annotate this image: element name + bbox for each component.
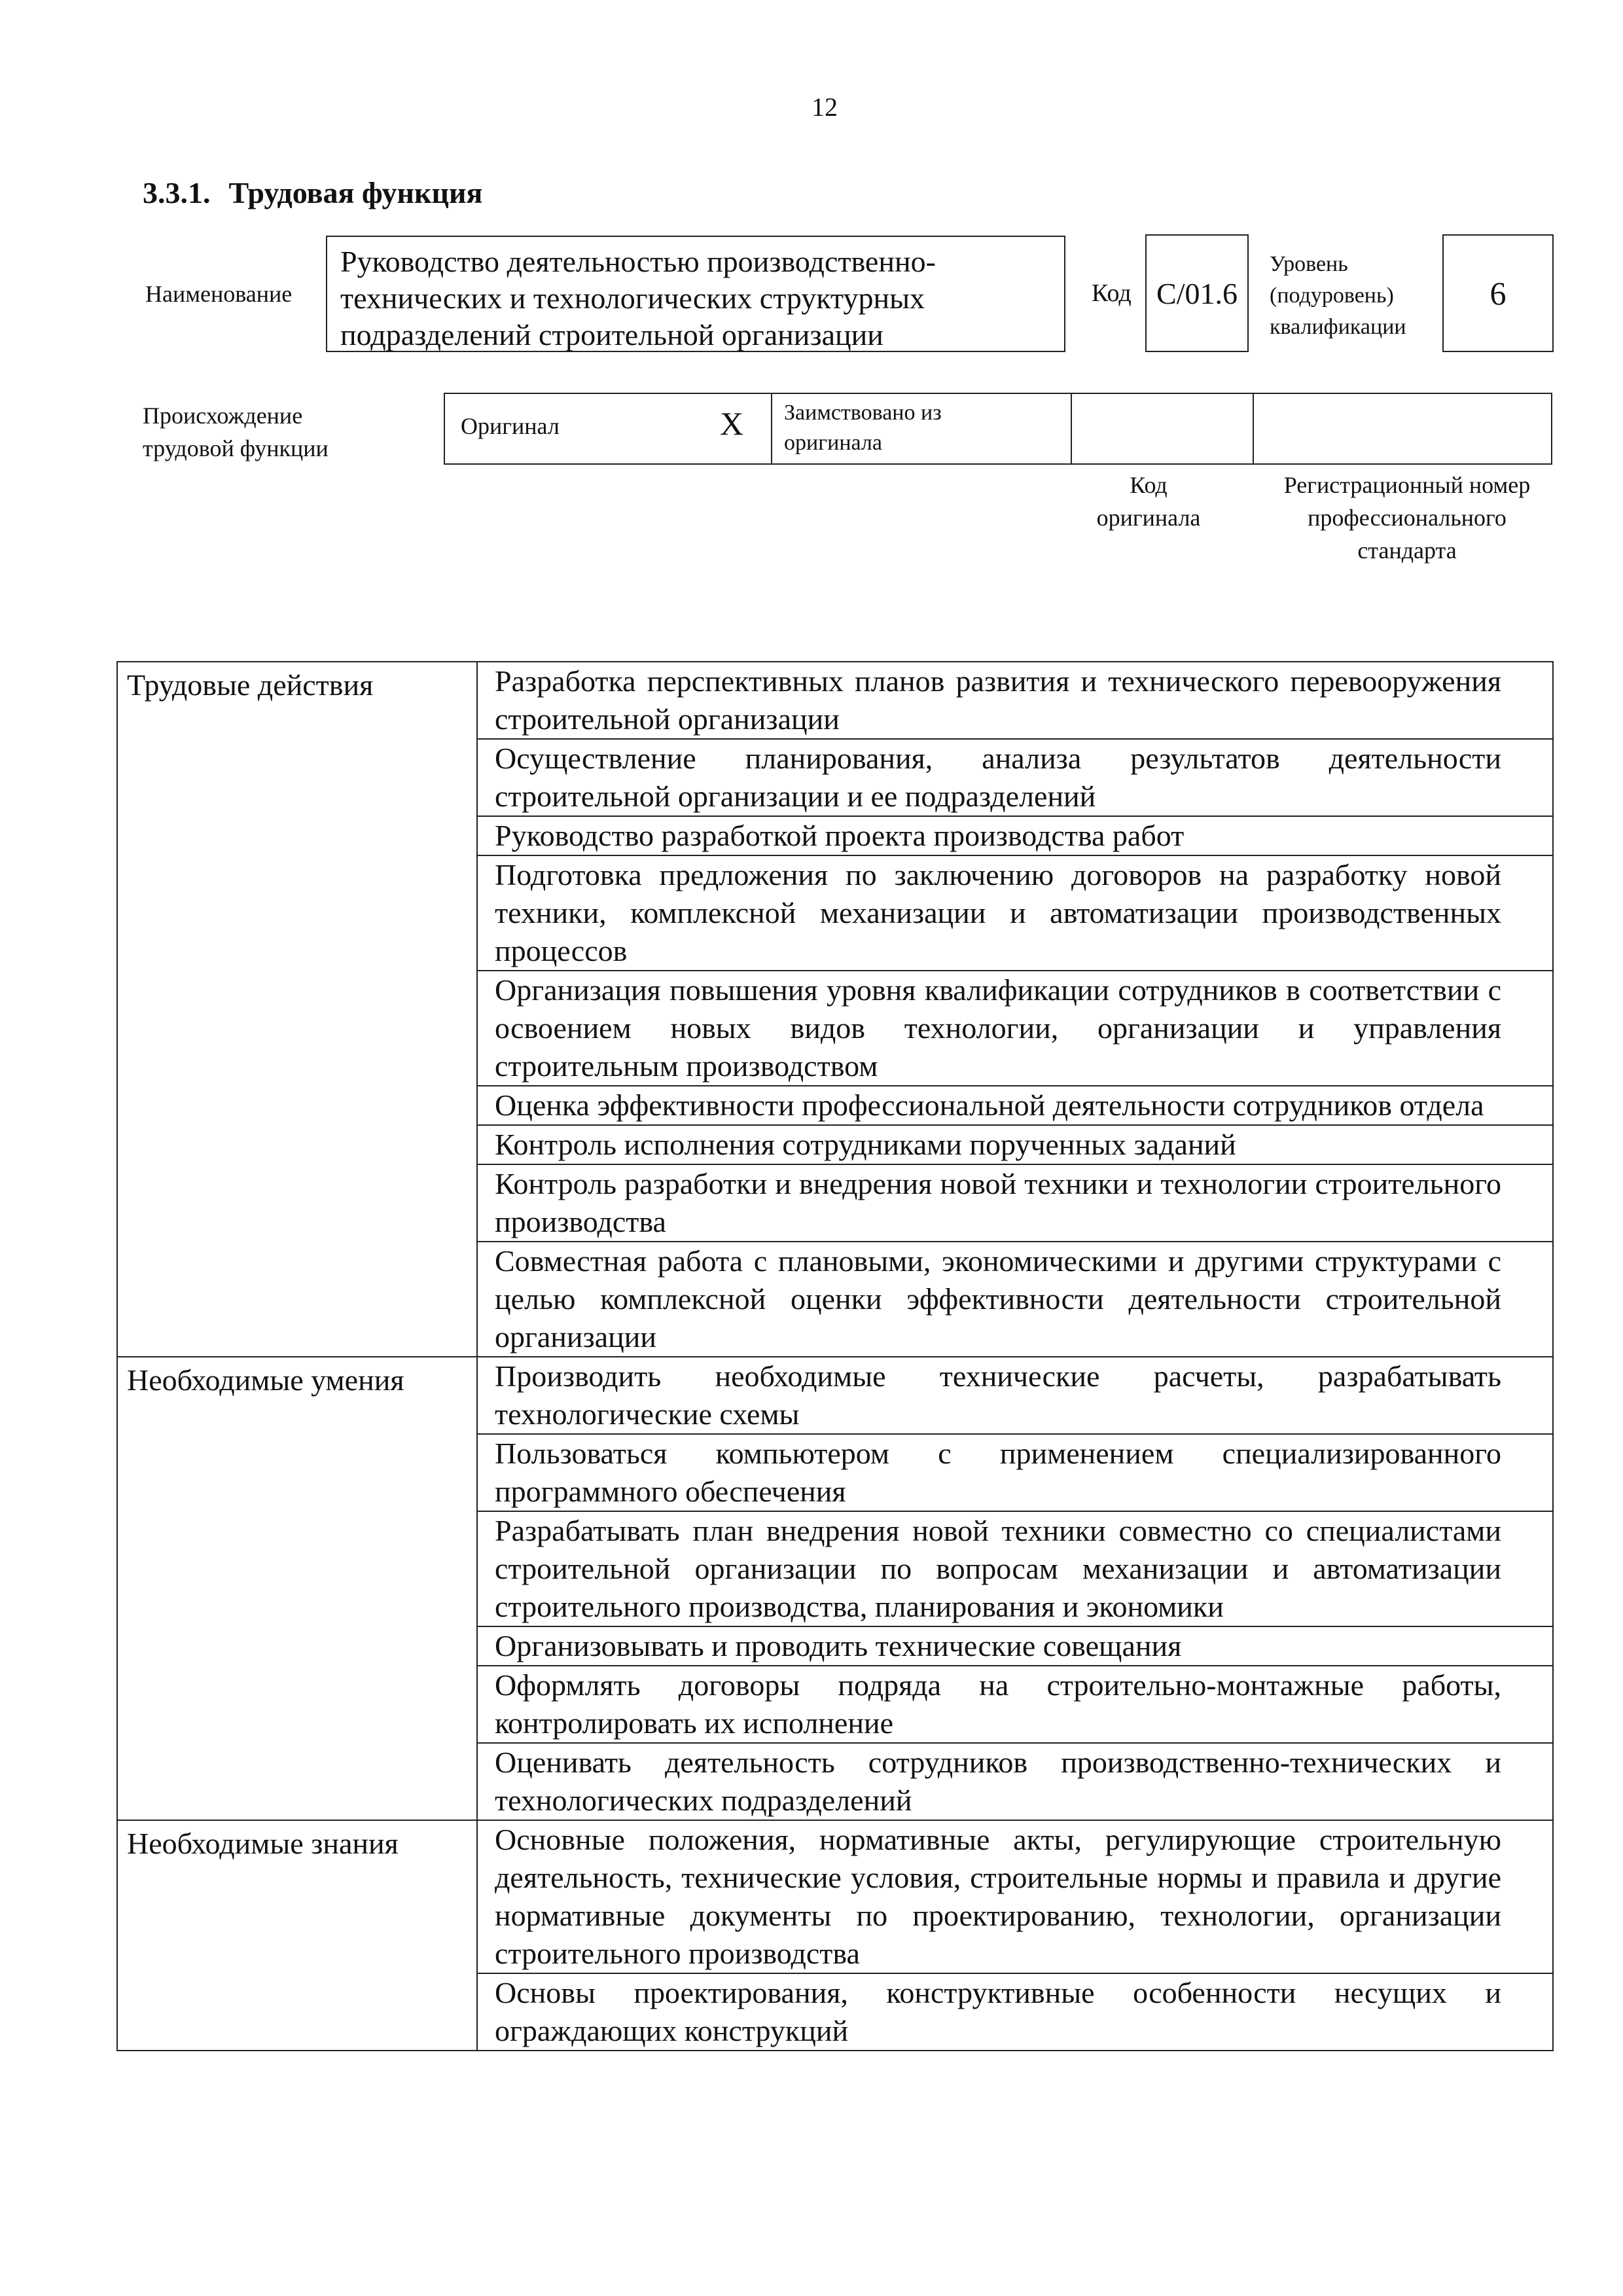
section-title: Трудовая функция — [228, 176, 483, 209]
page-number: 12 — [812, 92, 838, 122]
name-label: Наименование — [145, 281, 293, 307]
qualification-level-field: 6 — [1442, 234, 1554, 352]
table-row — [117, 1357, 1553, 1434]
table-row — [117, 1820, 1553, 1973]
original-label: Оригинал — [461, 413, 560, 439]
item-cell: Оценка эффективности профессиональной деятельности сотрудников отдела — [477, 1086, 1553, 1125]
item-cell: Оформлять договоры подряда на строительно-монтажные работы, контролировать их исполнение — [477, 1666, 1553, 1743]
reg-number-cell — [1254, 394, 1551, 463]
section-number: 3.3.1. — [143, 176, 211, 209]
function-name-field: Руководство деятельностью производственно-технических и технологических структурных подразделений строительной организации — [326, 236, 1065, 352]
origin-label — [143, 399, 391, 465]
original-cell — [445, 394, 772, 463]
original-code-caption: Код оригинала — [1096, 472, 1201, 531]
item-cell: Оценивать деятельность сотрудников производственно-технических и технологических подразделений — [477, 1743, 1553, 1820]
borrowed-label-text: Заимствовано из оригинала — [784, 401, 942, 455]
item-cell: Разрабатывать план внедрения новой техники совместно со специалистами строительной организации по вопросам механизации и автоматизации строительного производства, планирования и экономики — [477, 1511, 1553, 1626]
item-cell: Организовывать и проводить технические совещания — [477, 1626, 1553, 1666]
borrowed-label — [784, 398, 1033, 458]
code-label: Код — [1092, 279, 1132, 307]
item-cell: Основные положения, нормативные акты, регулирующие строительную деятельность, технические условия, строительные нормы и правила и другие нормативные документы по проектированию, технологии, организации строительного производства — [477, 1820, 1553, 1973]
item-cell: Подготовка предложения по заключению договоров на разработку новой техники, комплексной механизации и автоматизации производственных процессов — [477, 855, 1553, 971]
category-cell: Необходимые умения — [117, 1357, 477, 1820]
category-cell: Необходимые знания — [117, 1820, 477, 2051]
labor-function-table — [116, 661, 1554, 2051]
section-heading — [143, 175, 482, 210]
function-code-field: C/01.6 — [1145, 234, 1249, 352]
level-label-text: Уровень (подуровень) квалификации — [1270, 252, 1406, 339]
item-cell: Совместная работа с плановыми, экономическими и другими структурами с целью комплексной оценки эффективности деятельности строительной организации — [477, 1242, 1553, 1357]
item-cell: Контроль разработки и внедрения новой техники и технологии строительного производства — [477, 1164, 1553, 1242]
reg-number-caption: Регистрационный номер профессионального стандарта — [1283, 472, 1531, 564]
item-cell: Разработка перспективных планов развития и технического перевооружения строительной организации — [477, 662, 1553, 739]
category-cell: Трудовые действия — [117, 662, 477, 1357]
origin-label-text: Происхождение трудовой функции — [143, 403, 329, 461]
original-code-cell — [1072, 394, 1254, 463]
item-cell: Руководство разработкой проекта производства работ — [477, 816, 1553, 855]
item-cell: Производить необходимые технические расчеты, разрабатывать технологические схемы — [477, 1357, 1553, 1434]
item-cell: Организация повышения уровня квалификации сотрудников в соответствии с освоением новых видов технологии, организации и управления строительным производством — [477, 971, 1553, 1086]
original-mark: X — [720, 405, 744, 442]
item-cell: Контроль исполнения сотрудниками порученных заданий — [477, 1125, 1553, 1164]
table-body — [117, 662, 1553, 2051]
item-cell: Основы проектирования, конструктивные особенности несущих и ограждающих конструкций — [477, 1973, 1553, 2051]
qualification-level-label — [1270, 249, 1433, 343]
table-row — [117, 662, 1553, 739]
item-cell: Пользоваться компьютером с применением специализированного программного обеспечения — [477, 1434, 1553, 1511]
borrowed-cell — [772, 394, 1072, 463]
origin-table — [444, 393, 1552, 465]
item-cell: Осуществление планирования, анализа результатов деятельности строительной организации и ее подразделений — [477, 739, 1553, 816]
